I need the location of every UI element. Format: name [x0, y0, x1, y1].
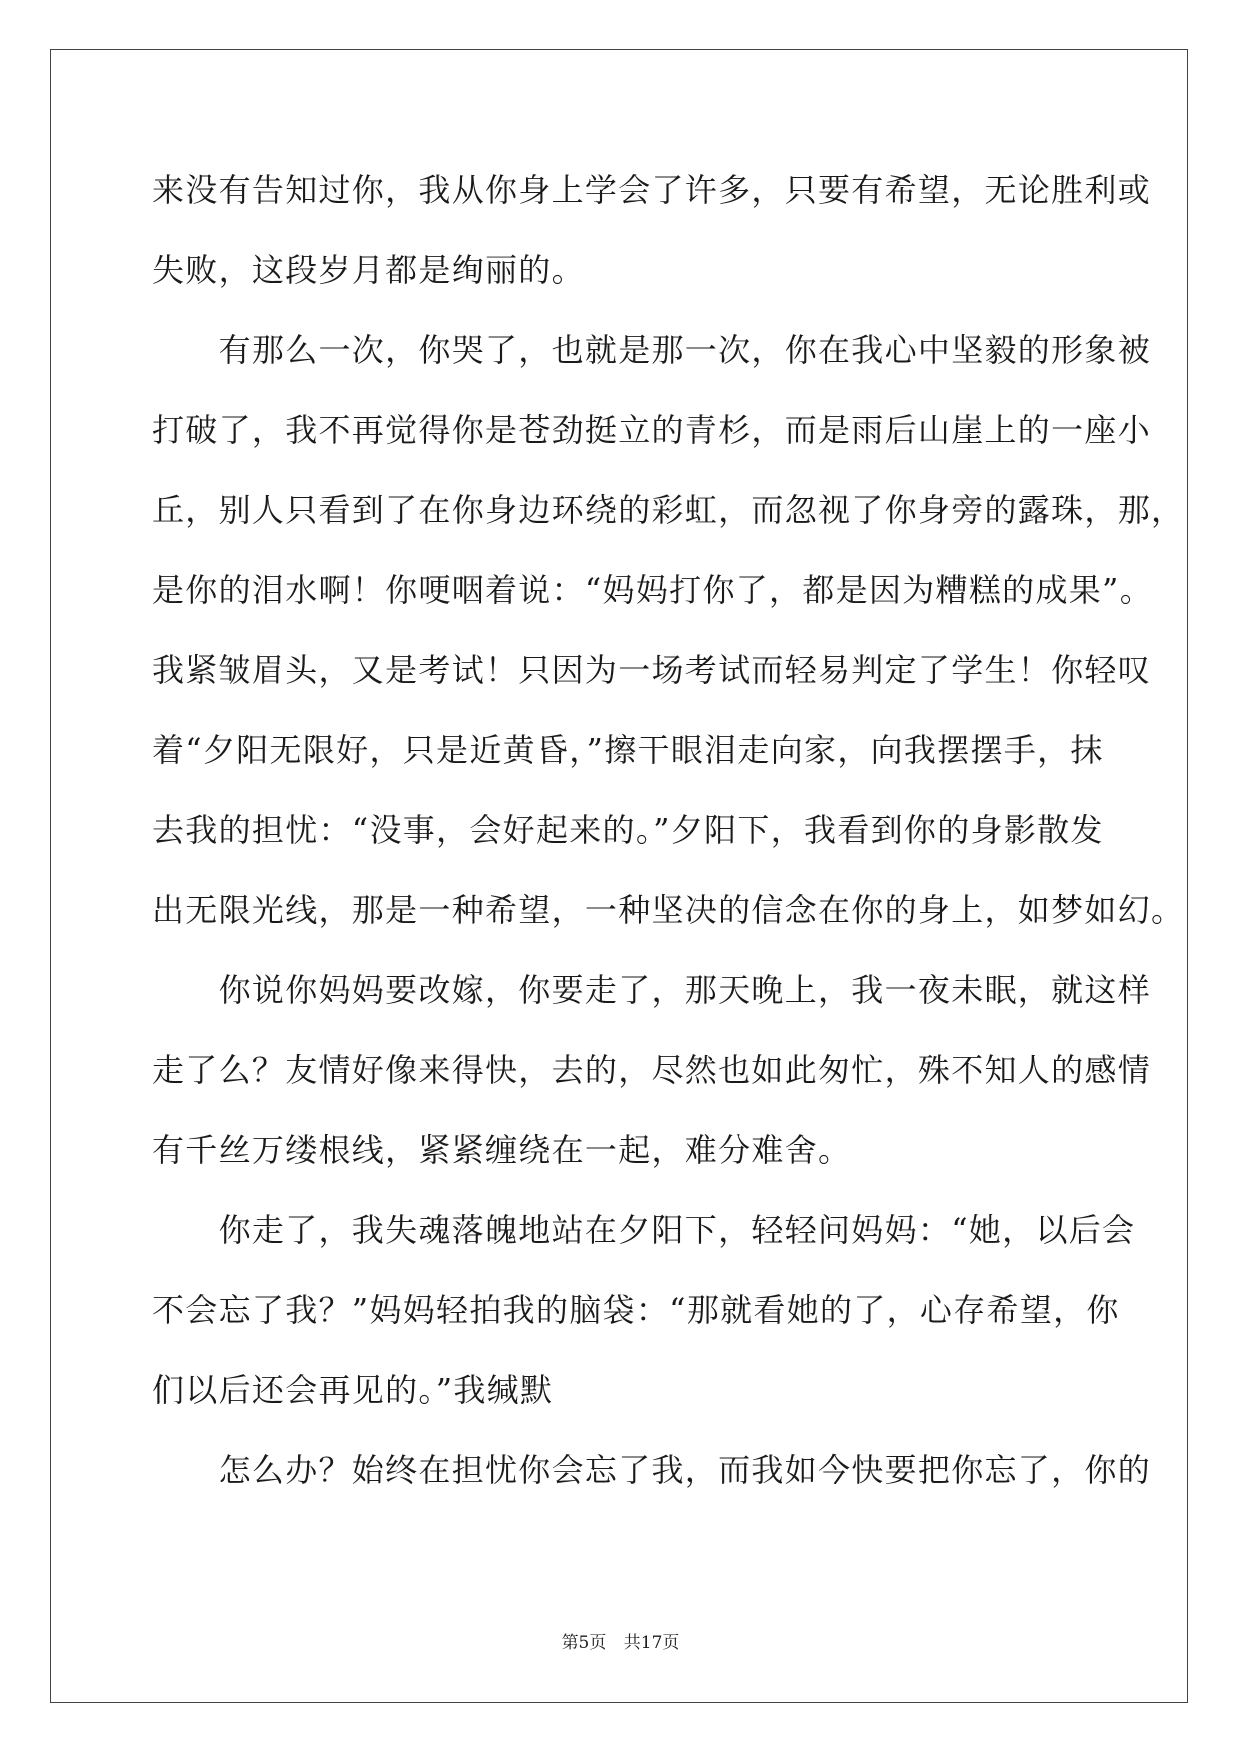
text-line: 来没有告知过你，我从你身上学会了许多，只要有希望，无论胜利或 [152, 171, 1152, 209]
text-line: 走了么？友情好像来得快，去的，尽然也如此匆忙，殊不知人的感情 [152, 1051, 1152, 1089]
text-line: 着“夕阳无限好，只是近黄昏，”擦干眼泪走向家，向我摆摆手，抹 [152, 731, 1104, 769]
text-line: 打破了，我不再觉得你是苍劲挺立的青杉，而是雨后山崖上的一座小 [152, 411, 1152, 449]
text-line: 你走了，我失魂落魄地站在夕阳下，轻轻问妈妈：“她，以后会 [152, 1211, 1136, 1249]
page-total: 共17页 [623, 1633, 680, 1653]
text-line: 有那么一次，你哭了，也就是那一次，你在我心中坚毅的形象被 [152, 331, 1152, 369]
text-line: 我紧皱眉头，又是考试！只因为一场考试而轻易判定了学生！你轻叹 [152, 651, 1152, 689]
text-line: 去我的担忧：“没事，会好起来的。”夕阳下，我看到你的身影散发 [152, 811, 1104, 849]
page-number: 第5页 [561, 1633, 607, 1653]
text-line: 不会忘了我？”妈妈轻拍我的脑袋：“那就看她的了，心存希望，你 [152, 1291, 1120, 1329]
text-line: 失败，这段岁月都是绚丽的。 [152, 251, 585, 289]
text-line: 出无限光线，那是一种希望，一种坚决的信念在你的身上，如梦如幻。 [152, 891, 1185, 929]
page-footer [0, 1632, 1241, 1654]
text-line: 们以后还会再见的。”我缄默 [152, 1371, 554, 1409]
text-line: 有千丝万缕根线，紧紧缠绕在一起，难分难舍。 [152, 1131, 852, 1169]
text-line: 你说你妈妈要改嫁，你要走了，那天晚上，我一夜未眠，就这样 [152, 971, 1152, 1009]
text-line: 怎么办？始终在担忧你会忘了我，而我如今快要把你忘了，你的 [152, 1451, 1152, 1489]
text-line: 丘，别人只看到了在你身边环绕的彩虹，而忽视了你身旁的露珠，那， [152, 491, 1185, 529]
text-line: 是你的泪水啊！你哽咽着说：“妈妈打你了，都是因为糟糕的成果”。 [152, 571, 1154, 609]
